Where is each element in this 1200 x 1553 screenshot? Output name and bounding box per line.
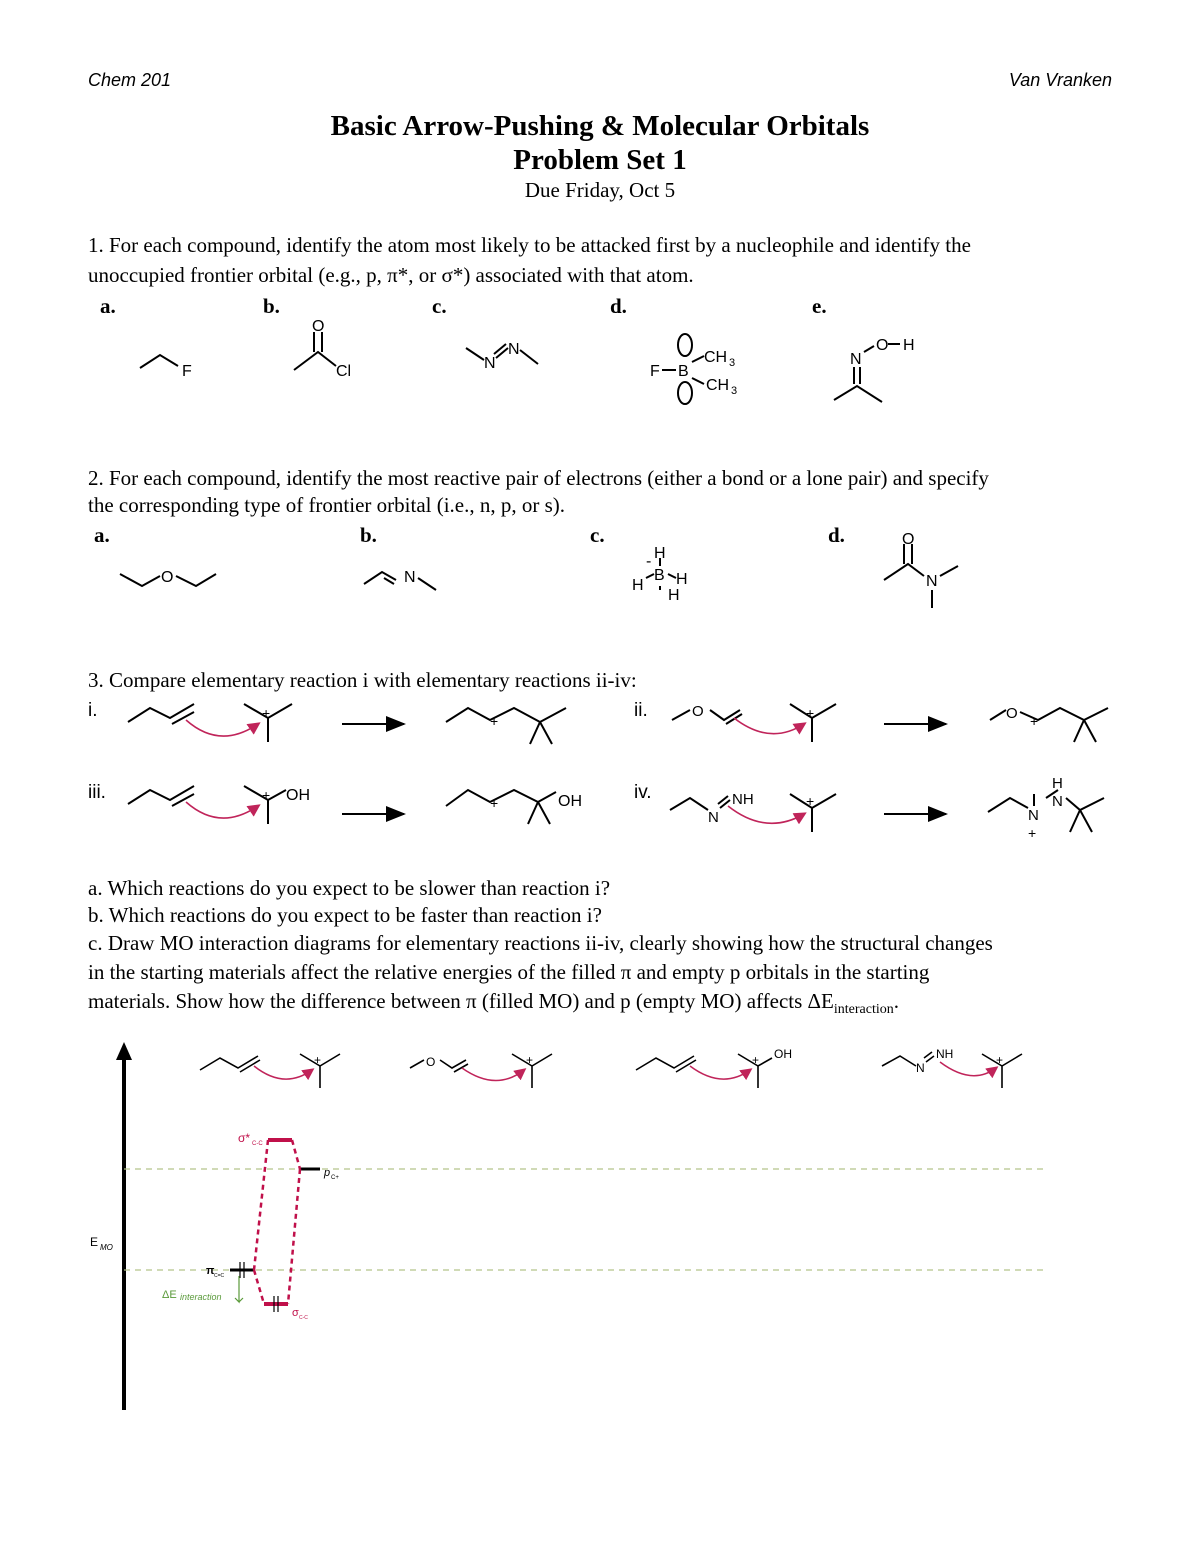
plus-iii: +: [262, 787, 271, 803]
atom-o-ii: O: [692, 703, 704, 720]
mo-nh-4: NH: [936, 1047, 954, 1061]
atom-n-2d: N: [926, 573, 938, 590]
q2-structures: [0, 520, 1200, 620]
page-subtitle: Problem Set 1: [513, 144, 687, 176]
delta-e-sub: interaction: [180, 1292, 222, 1302]
q1-label-c: c.: [432, 294, 447, 318]
atom-h-top-2c: H: [654, 545, 666, 562]
atom-f-d: F: [650, 363, 660, 380]
q1-label-e: e.: [812, 294, 827, 318]
instructor-name: Van Vranken: [1008, 70, 1112, 90]
q3-intro: 3. Compare elementary reaction i with elementary reactions ii-iv:: [88, 668, 637, 692]
atom-n-2b: N: [404, 569, 416, 586]
sigma-label: σ: [292, 1307, 299, 1319]
energy-axis-label: E: [90, 1235, 99, 1249]
energy-axis-sub: MO: [100, 1243, 113, 1252]
oh-iii-product: OH: [558, 793, 582, 810]
q3-reactions: [0, 690, 1200, 850]
atom-f-a: F: [182, 363, 192, 380]
atom-o-2a: O: [161, 569, 174, 586]
plus-i-product: +: [490, 713, 499, 729]
q1-label-b: b.: [263, 294, 280, 318]
due-date: Due Friday, Oct 5: [524, 178, 676, 202]
mo-n-4: N: [916, 1061, 925, 1075]
atom-n2-iv-product: N: [1052, 793, 1063, 810]
energy-axis-arrowhead: [116, 1042, 132, 1060]
q2-line-1: 2. For each compound, identify the most reactive pair of electrons (either a bond or a lone pair) and specify: [88, 466, 989, 490]
q2-label-b: b.: [360, 523, 377, 547]
mo-plus-1: +: [314, 1053, 322, 1067]
oh-iii: OH: [286, 787, 310, 804]
p-sub: C+: [331, 1175, 339, 1181]
mo-plus-3: +: [752, 1053, 760, 1067]
atom-n1-c: N: [484, 355, 496, 372]
atom-o-e: O: [876, 337, 889, 354]
atom-n1-iv-product: N: [1028, 807, 1039, 824]
q1-structures: [0, 0, 1200, 420]
q2-label-d: d.: [828, 523, 845, 547]
q1-label-d: d.: [610, 294, 627, 318]
atom-n2-c: N: [508, 341, 520, 358]
reaction-label-i: i.: [88, 700, 98, 721]
reaction-label-iii: iii.: [88, 782, 106, 803]
plus-ii: +: [806, 705, 815, 721]
mo-plus-2: +: [526, 1053, 534, 1067]
q3-part-c-line-1: c. Draw MO interaction diagrams for elementary reactions ii-iv, clearly showing how the structural changes: [88, 931, 993, 955]
plus-ii-product: +: [1030, 713, 1039, 729]
p-label: p: [324, 1167, 331, 1179]
plus-iii-product: +: [490, 795, 499, 811]
ch3-upper-sub-d: 3: [729, 357, 736, 369]
page-title: Basic Arrow-Pushing & Molecular Orbitals: [330, 110, 870, 142]
plus-i: +: [262, 705, 271, 721]
atom-o-2d: O: [902, 531, 915, 548]
q3-part-c-end: .: [893, 989, 899, 1013]
ch3-lower-sub-d: 3: [731, 385, 738, 397]
atom-n-e: N: [850, 351, 862, 368]
atom-b-2c: B: [654, 567, 665, 584]
nh-iv: NH: [732, 791, 754, 808]
q3-part-c-line-2: in the starting materials affect the relative energies of the filled π and empty p orbitals in the starting: [88, 960, 930, 984]
atom-h-bottom-2c: H: [668, 587, 680, 604]
sigma-star-sub: C-C: [252, 1141, 263, 1147]
mo-o-2: O: [426, 1055, 436, 1069]
plus-iv-product: +: [1028, 825, 1037, 841]
q1-label-a: a.: [100, 294, 116, 318]
atom-h-iv-product: H: [1052, 775, 1063, 792]
q1-line-2: unoccupied frontier orbital (e.g., p, π*, or σ*) associated with that atom.: [88, 263, 694, 287]
q3-part-c-line-3-text: materials. Show how the difference between π (filled MO) and p (empty MO) affects ΔE: [88, 989, 834, 1013]
mo-plus-4: +: [996, 1053, 1004, 1067]
delta-e-label: ΔE: [162, 1289, 177, 1301]
ch3-lower-d: CH: [706, 377, 730, 394]
atom-cl-b: Cl: [336, 363, 352, 380]
atom-n-iv: N: [708, 809, 719, 826]
q3-part-c-line-3: [88, 987, 1118, 1024]
pi-label: π: [206, 1265, 215, 1277]
course-name: Chem 201: [88, 70, 172, 90]
mo-diagram: [0, 1030, 1200, 1420]
sigma-star-label: σ*: [238, 1131, 251, 1145]
pi-sub: C=C: [214, 1273, 225, 1279]
q2-label-c: c.: [590, 523, 605, 547]
atom-b-d: B: [678, 363, 689, 380]
q2-line-2: the corresponding type of frontier orbital (i.e., n, p, or s).: [88, 493, 566, 517]
atom-h-e: H: [903, 337, 915, 354]
atom-o-ii-product: O: [1006, 705, 1018, 722]
ch3-upper-d: CH: [704, 349, 728, 366]
reaction-label-iv: iv.: [634, 782, 652, 803]
q3-part-c-subscript: interaction: [833, 1002, 894, 1018]
q2-label-a: a.: [94, 523, 110, 547]
sigma-sub: C-C: [299, 1315, 308, 1321]
q1-line-1: 1. For each compound, identify the atom most likely to be attacked first by a nucleophile and identify the: [88, 233, 971, 257]
atom-h-left-2c: H: [632, 577, 644, 594]
atom-o-b: O: [312, 318, 325, 335]
mo-oh-3: OH: [774, 1047, 792, 1061]
q3-part-a: a. Which reactions do you expect to be slower than reaction i?: [88, 876, 611, 900]
atom-h-right-2c: H: [676, 571, 688, 588]
minus-2c: -: [646, 553, 652, 570]
plus-iv: +: [806, 793, 815, 809]
q3-part-b: b. Which reactions do you expect to be faster than reaction i?: [88, 903, 602, 927]
reaction-label-ii: ii.: [634, 700, 648, 721]
